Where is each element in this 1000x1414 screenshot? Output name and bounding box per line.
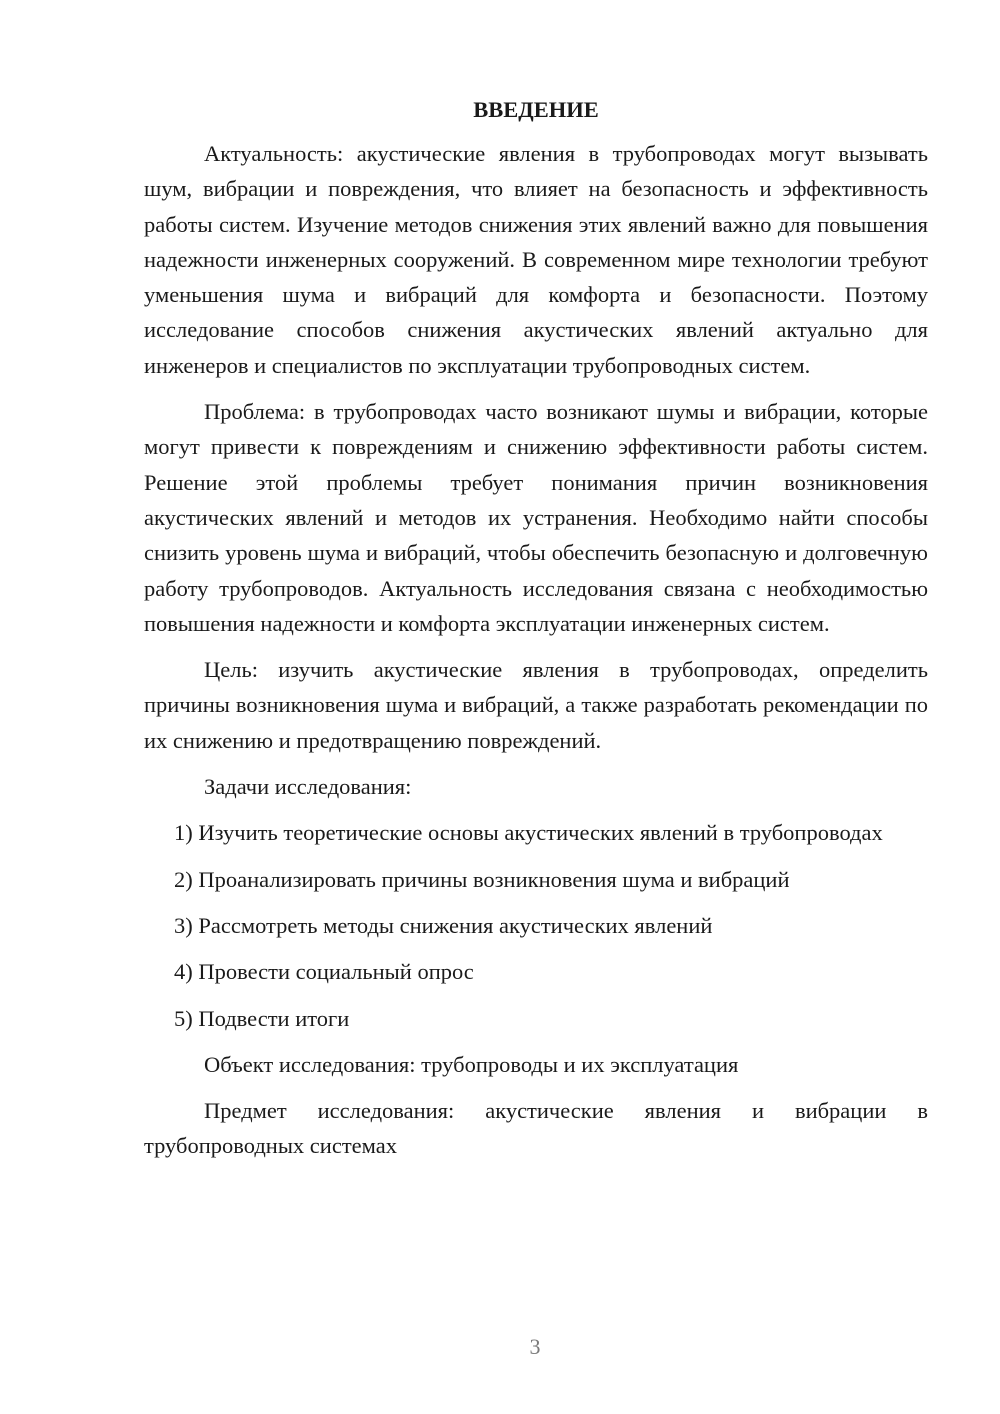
page-title: ВВЕДЕНИЕ (473, 97, 599, 122)
tasks-heading: Задачи исследования: (204, 774, 412, 800)
task-item: 4) Провести социальный опрос (174, 959, 474, 985)
page-number: 3 (529, 1334, 541, 1359)
task-item: 2) Проанализировать причины возникновения шума и вибраций (174, 866, 790, 892)
task-item: 5) Подвести итоги (174, 1005, 350, 1031)
task-item: 1) Изучить теоретические основы акустических явлений в трубопроводах (174, 820, 883, 846)
page-content (144, 92, 928, 1164)
task-item: 3) Рассмотреть методы снижения акустических явлений (174, 912, 713, 938)
object-paragraph: Объект исследования: трубопроводы и их эксплуатация (204, 1051, 739, 1077)
relevance-paragraph: Актуальность: акустические явления в трубопроводах могут вызывать шум, вибрации и повреждения, что влияет на безопасность и эффективность работы систем. Изучение методов снижения этих явлений важно для повышения надежности инженерных сооружений. В современном мире технологии требуют уменьшения шума и вибраций для комфорта и безопасности. Поэтому исследование способов снижения акустических явлений актуально для инженеров и специалистов по эксплуатации трубопроводных систем. (144, 141, 928, 378)
goal-paragraph: Цель: изучить акустические явления в трубопроводах, определить причины возникновения шума и вибраций, а также разработать рекомендации по их снижению и предотвращению повреждений. (144, 657, 928, 753)
subject-paragraph: Предмет исследования: акустические явления и вибрации в трубопроводных системах (144, 1098, 928, 1159)
problem-paragraph: Проблема: в трубопроводах часто возникают шумы и вибрации, которые могут привести к повреждениям и снижению эффективности работы систем. Решение этой проблемы требует понимания причин возникновения акустических явлений и методов их устранения. Необходимо найти способы снизить уровень шума и вибраций, чтобы обеспечить безопасную и долговечную работу трубопроводов. Актуальность исследования связана с необходимостью повышения надежности и комфорта эксплуатации инженерных систем. (144, 399, 928, 636)
